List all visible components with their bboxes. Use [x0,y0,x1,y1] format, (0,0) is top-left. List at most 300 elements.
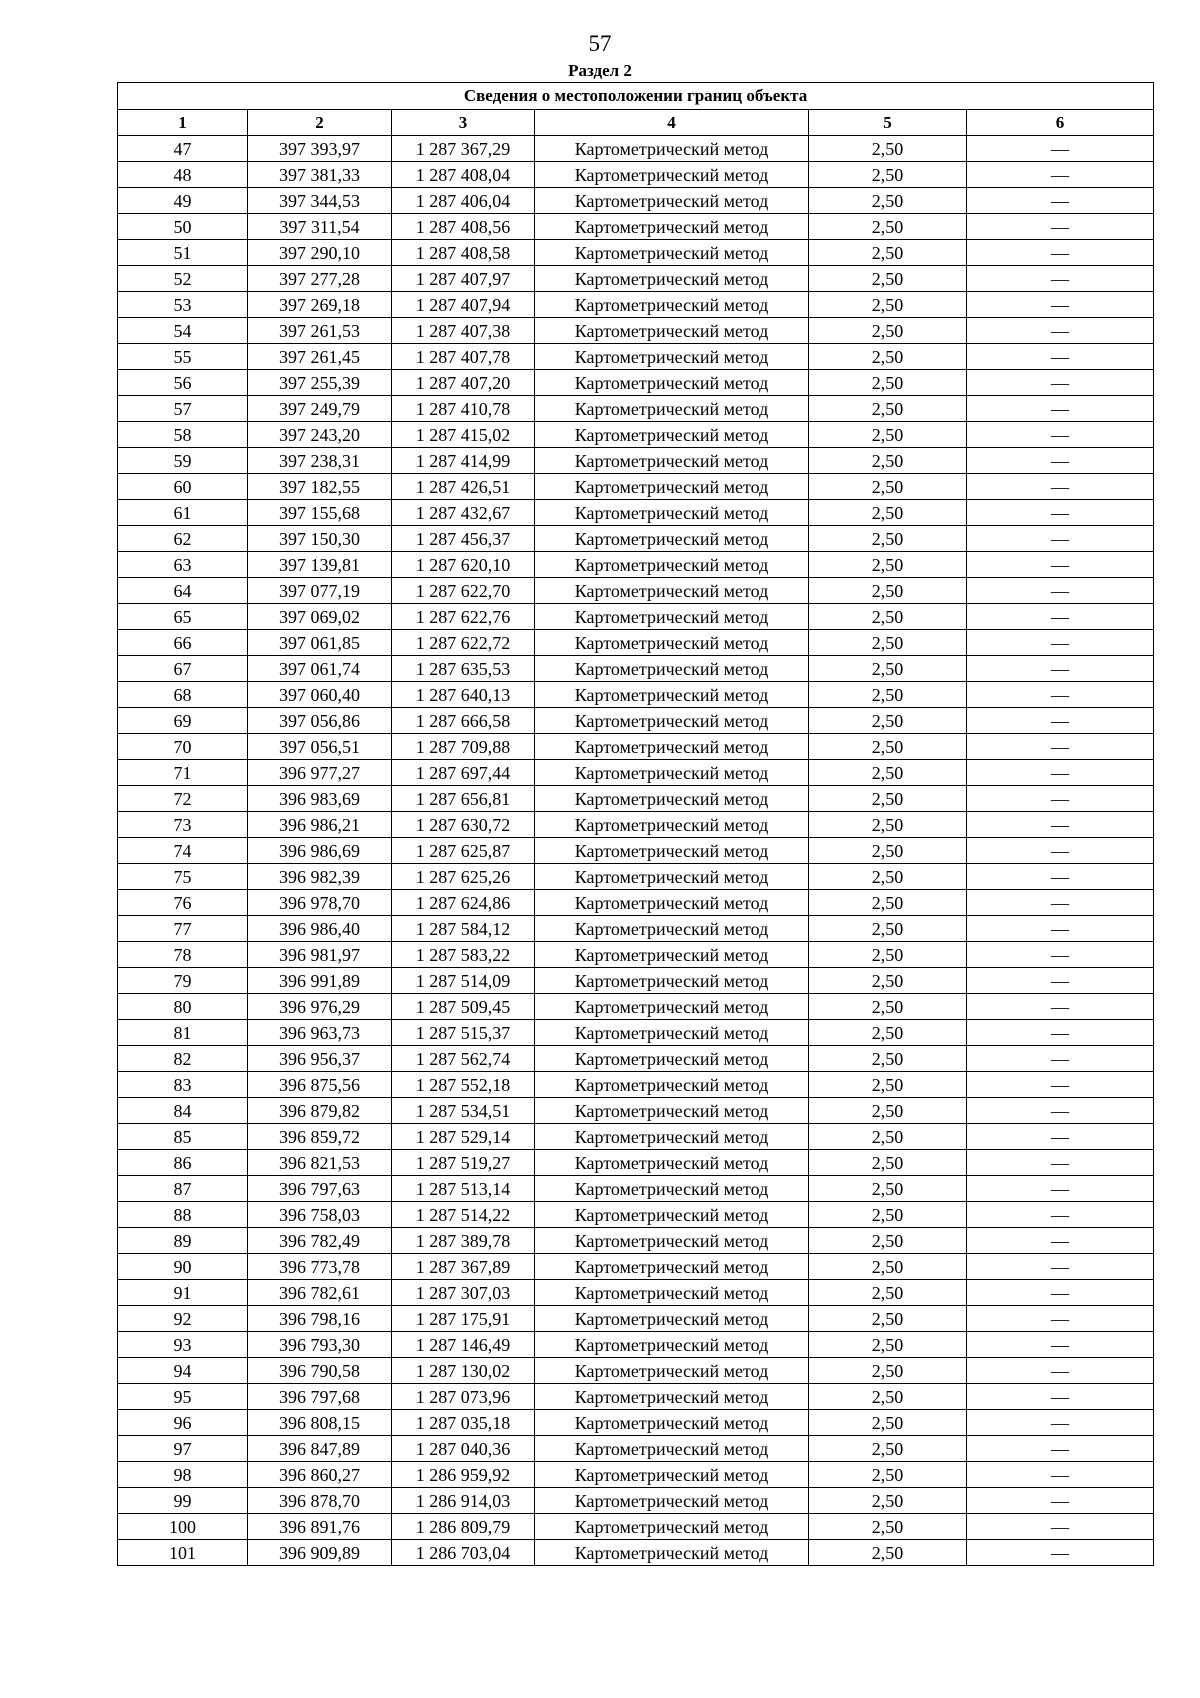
table-row [118,1228,1154,1254]
y-coordinate-cell: 1 287 408,56 [392,214,535,240]
x-coordinate-cell: 397 311,54 [248,214,392,240]
table-row [118,994,1154,1020]
table-row [118,682,1154,708]
accuracy-cell: 2,50 [809,1176,967,1202]
y-coordinate-cell: 1 287 407,94 [392,292,535,318]
method-cell: Картометрический метод [535,890,809,916]
x-coordinate-cell: 396 758,03 [248,1202,392,1228]
table-body [118,136,1154,1566]
point-number-cell: 62 [118,526,248,552]
table-row [118,838,1154,864]
method-cell: Картометрический метод [535,682,809,708]
point-number-cell: 89 [118,1228,248,1254]
y-coordinate-cell: 1 287 456,37 [392,526,535,552]
point-number-cell: 77 [118,916,248,942]
point-number-cell: 92 [118,1306,248,1332]
point-number-cell: 101 [118,1540,248,1566]
point-number-cell: 66 [118,630,248,656]
y-coordinate-cell: 1 287 407,20 [392,370,535,396]
x-coordinate-cell: 396 875,56 [248,1072,392,1098]
table-row [118,656,1154,682]
y-coordinate-cell: 1 286 959,92 [392,1462,535,1488]
description-cell: — [967,422,1154,448]
table-row [118,1254,1154,1280]
x-coordinate-cell: 397 056,86 [248,708,392,734]
table-row [118,1176,1154,1202]
point-number-cell: 52 [118,266,248,292]
x-coordinate-cell: 396 976,29 [248,994,392,1020]
x-coordinate-cell: 396 909,89 [248,1540,392,1566]
point-number-cell: 56 [118,370,248,396]
x-coordinate-cell: 397 261,45 [248,344,392,370]
method-cell: Картометрический метод [535,1514,809,1540]
accuracy-cell: 2,50 [809,526,967,552]
x-coordinate-cell: 397 290,10 [248,240,392,266]
y-coordinate-cell: 1 287 514,22 [392,1202,535,1228]
method-cell: Картометрический метод [535,1384,809,1410]
y-coordinate-cell: 1 287 584,12 [392,916,535,942]
point-number-cell: 59 [118,448,248,474]
method-cell: Картометрический метод [535,1202,809,1228]
description-cell: — [967,1280,1154,1306]
x-coordinate-cell: 397 269,18 [248,292,392,318]
x-coordinate-cell: 396 963,73 [248,1020,392,1046]
accuracy-cell: 2,50 [809,1202,967,1228]
y-coordinate-cell: 1 287 514,09 [392,968,535,994]
description-cell: — [967,1410,1154,1436]
accuracy-cell: 2,50 [809,708,967,734]
table-row [118,396,1154,422]
method-cell: Картометрический метод [535,1358,809,1384]
point-number-cell: 78 [118,942,248,968]
method-cell: Картометрический метод [535,552,809,578]
table-row [118,1046,1154,1072]
accuracy-cell: 2,50 [809,760,967,786]
table-row [118,578,1154,604]
y-coordinate-cell: 1 287 562,74 [392,1046,535,1072]
x-coordinate-cell: 396 821,53 [248,1150,392,1176]
accuracy-cell: 2,50 [809,422,967,448]
y-coordinate-cell: 1 287 519,27 [392,1150,535,1176]
accuracy-cell: 2,50 [809,1384,967,1410]
x-coordinate-cell: 397 139,81 [248,552,392,578]
x-coordinate-cell: 396 986,69 [248,838,392,864]
description-cell: — [967,1098,1154,1124]
table-row [118,812,1154,838]
x-coordinate-cell: 396 798,16 [248,1306,392,1332]
y-coordinate-cell: 1 287 307,03 [392,1280,535,1306]
column-number: 3 [392,110,535,136]
x-coordinate-cell: 396 782,61 [248,1280,392,1306]
accuracy-cell: 2,50 [809,344,967,370]
point-number-cell: 57 [118,396,248,422]
y-coordinate-cell: 1 287 534,51 [392,1098,535,1124]
description-cell: — [967,1202,1154,1228]
description-cell: — [967,916,1154,942]
description-cell: — [967,760,1154,786]
accuracy-cell: 2,50 [809,162,967,188]
method-cell: Картометрический метод [535,500,809,526]
y-coordinate-cell: 1 287 622,72 [392,630,535,656]
y-coordinate-cell: 1 286 703,04 [392,1540,535,1566]
table-row [118,1488,1154,1514]
y-coordinate-cell: 1 287 620,10 [392,552,535,578]
table-row [118,786,1154,812]
description-cell: — [967,734,1154,760]
table-row [118,864,1154,890]
method-cell: Картометрический метод [535,812,809,838]
description-cell: — [967,526,1154,552]
y-coordinate-cell: 1 287 130,02 [392,1358,535,1384]
y-coordinate-cell: 1 287 656,81 [392,786,535,812]
y-coordinate-cell: 1 287 552,18 [392,1072,535,1098]
y-coordinate-cell: 1 287 640,13 [392,682,535,708]
method-cell: Картометрический метод [535,1124,809,1150]
accuracy-cell: 2,50 [809,370,967,396]
y-coordinate-cell: 1 287 529,14 [392,1124,535,1150]
method-cell: Картометрический метод [535,1046,809,1072]
description-cell: — [967,1228,1154,1254]
point-number-cell: 96 [118,1410,248,1436]
description-cell: — [967,1254,1154,1280]
method-cell: Картометрический метод [535,604,809,630]
column-number: 6 [967,110,1154,136]
point-number-cell: 63 [118,552,248,578]
point-number-cell: 48 [118,162,248,188]
y-coordinate-cell: 1 287 414,99 [392,448,535,474]
point-number-cell: 100 [118,1514,248,1540]
accuracy-cell: 2,50 [809,656,967,682]
point-number-cell: 72 [118,786,248,812]
table-row [118,370,1154,396]
table-row [118,604,1154,630]
method-cell: Картометрический метод [535,474,809,500]
x-coordinate-cell: 396 978,70 [248,890,392,916]
description-cell: — [967,682,1154,708]
description-cell: — [967,942,1154,968]
description-cell: — [967,864,1154,890]
x-coordinate-cell: 396 956,37 [248,1046,392,1072]
point-number-cell: 53 [118,292,248,318]
description-cell: — [967,188,1154,214]
method-cell: Картометрический метод [535,1306,809,1332]
table-row [118,1436,1154,1462]
accuracy-cell: 2,50 [809,1020,967,1046]
table-row [118,136,1154,162]
description-cell: — [967,1020,1154,1046]
description-cell: — [967,786,1154,812]
table-row [118,708,1154,734]
table-row [118,1358,1154,1384]
method-cell: Картометрический метод [535,708,809,734]
accuracy-cell: 2,50 [809,396,967,422]
table-row [118,1410,1154,1436]
x-coordinate-cell: 396 891,76 [248,1514,392,1540]
x-coordinate-cell: 396 859,72 [248,1124,392,1150]
table-row [118,526,1154,552]
point-number-cell: 71 [118,760,248,786]
x-coordinate-cell: 396 878,70 [248,1488,392,1514]
table-row [118,760,1154,786]
table-row [118,1462,1154,1488]
point-number-cell: 60 [118,474,248,500]
x-coordinate-cell: 396 986,21 [248,812,392,838]
description-cell: — [967,1332,1154,1358]
point-number-cell: 82 [118,1046,248,1072]
x-coordinate-cell: 397 243,20 [248,422,392,448]
method-cell: Картометрический метод [535,344,809,370]
description-cell: — [967,1514,1154,1540]
accuracy-cell: 2,50 [809,786,967,812]
method-cell: Картометрический метод [535,1488,809,1514]
method-cell: Картометрический метод [535,1150,809,1176]
table-row [118,162,1154,188]
x-coordinate-cell: 396 847,89 [248,1436,392,1462]
method-cell: Картометрический метод [535,162,809,188]
y-coordinate-cell: 1 287 367,29 [392,136,535,162]
description-cell: — [967,1046,1154,1072]
x-coordinate-cell: 397 155,68 [248,500,392,526]
point-number-cell: 83 [118,1072,248,1098]
description-cell: — [967,266,1154,292]
y-coordinate-cell: 1 287 513,14 [392,1176,535,1202]
point-number-cell: 47 [118,136,248,162]
x-coordinate-cell: 397 249,79 [248,396,392,422]
x-coordinate-cell: 396 797,68 [248,1384,392,1410]
x-coordinate-cell: 396 793,30 [248,1332,392,1358]
accuracy-cell: 2,50 [809,682,967,708]
x-coordinate-cell: 397 056,51 [248,734,392,760]
description-cell: — [967,1540,1154,1566]
y-coordinate-cell: 1 287 666,58 [392,708,535,734]
accuracy-cell: 2,50 [809,136,967,162]
accuracy-cell: 2,50 [809,1306,967,1332]
accuracy-cell: 2,50 [809,214,967,240]
y-coordinate-cell: 1 287 426,51 [392,474,535,500]
column-number: 4 [535,110,809,136]
point-number-cell: 87 [118,1176,248,1202]
x-coordinate-cell: 397 238,31 [248,448,392,474]
point-number-cell: 76 [118,890,248,916]
description-cell: — [967,240,1154,266]
x-coordinate-cell: 396 797,63 [248,1176,392,1202]
table-row [118,890,1154,916]
table-row [118,240,1154,266]
description-cell: — [967,396,1154,422]
method-cell: Картометрический метод [535,994,809,1020]
y-coordinate-cell: 1 287 146,49 [392,1332,535,1358]
method-cell: Картометрический метод [535,526,809,552]
method-cell: Картометрический метод [535,318,809,344]
accuracy-cell: 2,50 [809,1098,967,1124]
accuracy-cell: 2,50 [809,1150,967,1176]
accuracy-cell: 2,50 [809,188,967,214]
table-row [118,318,1154,344]
point-number-cell: 80 [118,994,248,1020]
y-coordinate-cell: 1 287 709,88 [392,734,535,760]
method-cell: Картометрический метод [535,1098,809,1124]
description-cell: — [967,968,1154,994]
table-row [118,1202,1154,1228]
y-coordinate-cell: 1 287 622,70 [392,578,535,604]
method-cell: Картометрический метод [535,1540,809,1566]
x-coordinate-cell: 397 150,30 [248,526,392,552]
description-cell: — [967,214,1154,240]
accuracy-cell: 2,50 [809,266,967,292]
accuracy-cell: 2,50 [809,604,967,630]
description-cell: — [967,292,1154,318]
accuracy-cell: 2,50 [809,734,967,760]
x-coordinate-cell: 397 069,02 [248,604,392,630]
y-coordinate-cell: 1 287 407,38 [392,318,535,344]
description-cell: — [967,630,1154,656]
accuracy-cell: 2,50 [809,448,967,474]
accuracy-cell: 2,50 [809,864,967,890]
table-row [118,942,1154,968]
y-coordinate-cell: 1 287 407,78 [392,344,535,370]
table-row [118,448,1154,474]
column-number: 2 [248,110,392,136]
table-row [118,344,1154,370]
section-title: Раздел 2 [568,61,632,80]
table-row [118,188,1154,214]
accuracy-cell: 2,50 [809,1280,967,1306]
description-cell: — [967,448,1154,474]
accuracy-cell: 2,50 [809,1332,967,1358]
table-caption: Сведения о местоположении границ объекта [118,83,1154,110]
point-number-cell: 95 [118,1384,248,1410]
description-cell: — [967,1488,1154,1514]
x-coordinate-cell: 396 808,15 [248,1410,392,1436]
y-coordinate-cell: 1 287 515,37 [392,1020,535,1046]
method-cell: Картометрический метод [535,1228,809,1254]
x-coordinate-cell: 397 255,39 [248,370,392,396]
method-cell: Картометрический метод [535,396,809,422]
y-coordinate-cell: 1 287 175,91 [392,1306,535,1332]
method-cell: Картометрический метод [535,656,809,682]
y-coordinate-cell: 1 287 367,89 [392,1254,535,1280]
point-number-cell: 98 [118,1462,248,1488]
accuracy-cell: 2,50 [809,1072,967,1098]
point-number-cell: 68 [118,682,248,708]
x-coordinate-cell: 397 261,53 [248,318,392,344]
description-cell: — [967,838,1154,864]
table-row [118,552,1154,578]
table-row [118,500,1154,526]
point-number-cell: 65 [118,604,248,630]
point-number-cell: 75 [118,864,248,890]
method-cell: Картометрический метод [535,1462,809,1488]
description-cell: — [967,1124,1154,1150]
point-number-cell: 90 [118,1254,248,1280]
x-coordinate-cell: 396 982,39 [248,864,392,890]
description-cell: — [967,656,1154,682]
description-cell: — [967,162,1154,188]
method-cell: Картометрический метод [535,422,809,448]
description-cell: — [967,1072,1154,1098]
x-coordinate-cell: 396 977,27 [248,760,392,786]
method-cell: Картометрический метод [535,786,809,812]
accuracy-cell: 2,50 [809,812,967,838]
table-row [118,1280,1154,1306]
description-cell: — [967,604,1154,630]
accuracy-cell: 2,50 [809,1358,967,1384]
method-cell: Картометрический метод [535,1410,809,1436]
description-cell: — [967,552,1154,578]
description-cell: — [967,344,1154,370]
table-row [118,474,1154,500]
point-number-cell: 84 [118,1098,248,1124]
y-coordinate-cell: 1 287 035,18 [392,1410,535,1436]
method-cell: Картометрический метод [535,292,809,318]
x-coordinate-cell: 396 879,82 [248,1098,392,1124]
page-number: 57 [588,31,612,56]
table-row [118,214,1154,240]
description-cell: — [967,812,1154,838]
method-cell: Картометрический метод [535,1332,809,1358]
point-number-cell: 61 [118,500,248,526]
point-number-cell: 99 [118,1488,248,1514]
table-row [118,734,1154,760]
x-coordinate-cell: 397 061,74 [248,656,392,682]
accuracy-cell: 2,50 [809,292,967,318]
description-cell: — [967,136,1154,162]
y-coordinate-cell: 1 287 408,04 [392,162,535,188]
description-cell: — [967,1462,1154,1488]
y-coordinate-cell: 1 287 622,76 [392,604,535,630]
y-coordinate-cell: 1 287 415,02 [392,422,535,448]
x-coordinate-cell: 397 061,85 [248,630,392,656]
x-coordinate-cell: 397 182,55 [248,474,392,500]
accuracy-cell: 2,50 [809,1410,967,1436]
point-number-cell: 64 [118,578,248,604]
method-cell: Картометрический метод [535,448,809,474]
accuracy-cell: 2,50 [809,1228,967,1254]
table-row [118,292,1154,318]
point-number-cell: 93 [118,1332,248,1358]
y-coordinate-cell: 1 287 625,26 [392,864,535,890]
description-cell: — [967,1436,1154,1462]
x-coordinate-cell: 396 773,78 [248,1254,392,1280]
method-cell: Картометрический метод [535,630,809,656]
description-cell: — [967,1306,1154,1332]
x-coordinate-cell: 397 077,19 [248,578,392,604]
method-cell: Картометрический метод [535,370,809,396]
method-cell: Картометрический метод [535,1176,809,1202]
point-number-cell: 67 [118,656,248,682]
description-cell: — [967,474,1154,500]
accuracy-cell: 2,50 [809,838,967,864]
x-coordinate-cell: 396 981,97 [248,942,392,968]
method-cell: Картометрический метод [535,864,809,890]
accuracy-cell: 2,50 [809,942,967,968]
y-coordinate-cell: 1 287 040,36 [392,1436,535,1462]
method-cell: Картометрический метод [535,1072,809,1098]
description-cell: — [967,890,1154,916]
table-row [118,630,1154,656]
point-number-cell: 54 [118,318,248,344]
method-cell: Картометрический метод [535,188,809,214]
point-number-cell: 81 [118,1020,248,1046]
column-number: 1 [118,110,248,136]
accuracy-cell: 2,50 [809,890,967,916]
point-number-cell: 73 [118,812,248,838]
x-coordinate-cell: 397 344,53 [248,188,392,214]
table-row [118,1150,1154,1176]
method-cell: Картометрический метод [535,240,809,266]
table-row [118,1124,1154,1150]
table-row [118,1514,1154,1540]
